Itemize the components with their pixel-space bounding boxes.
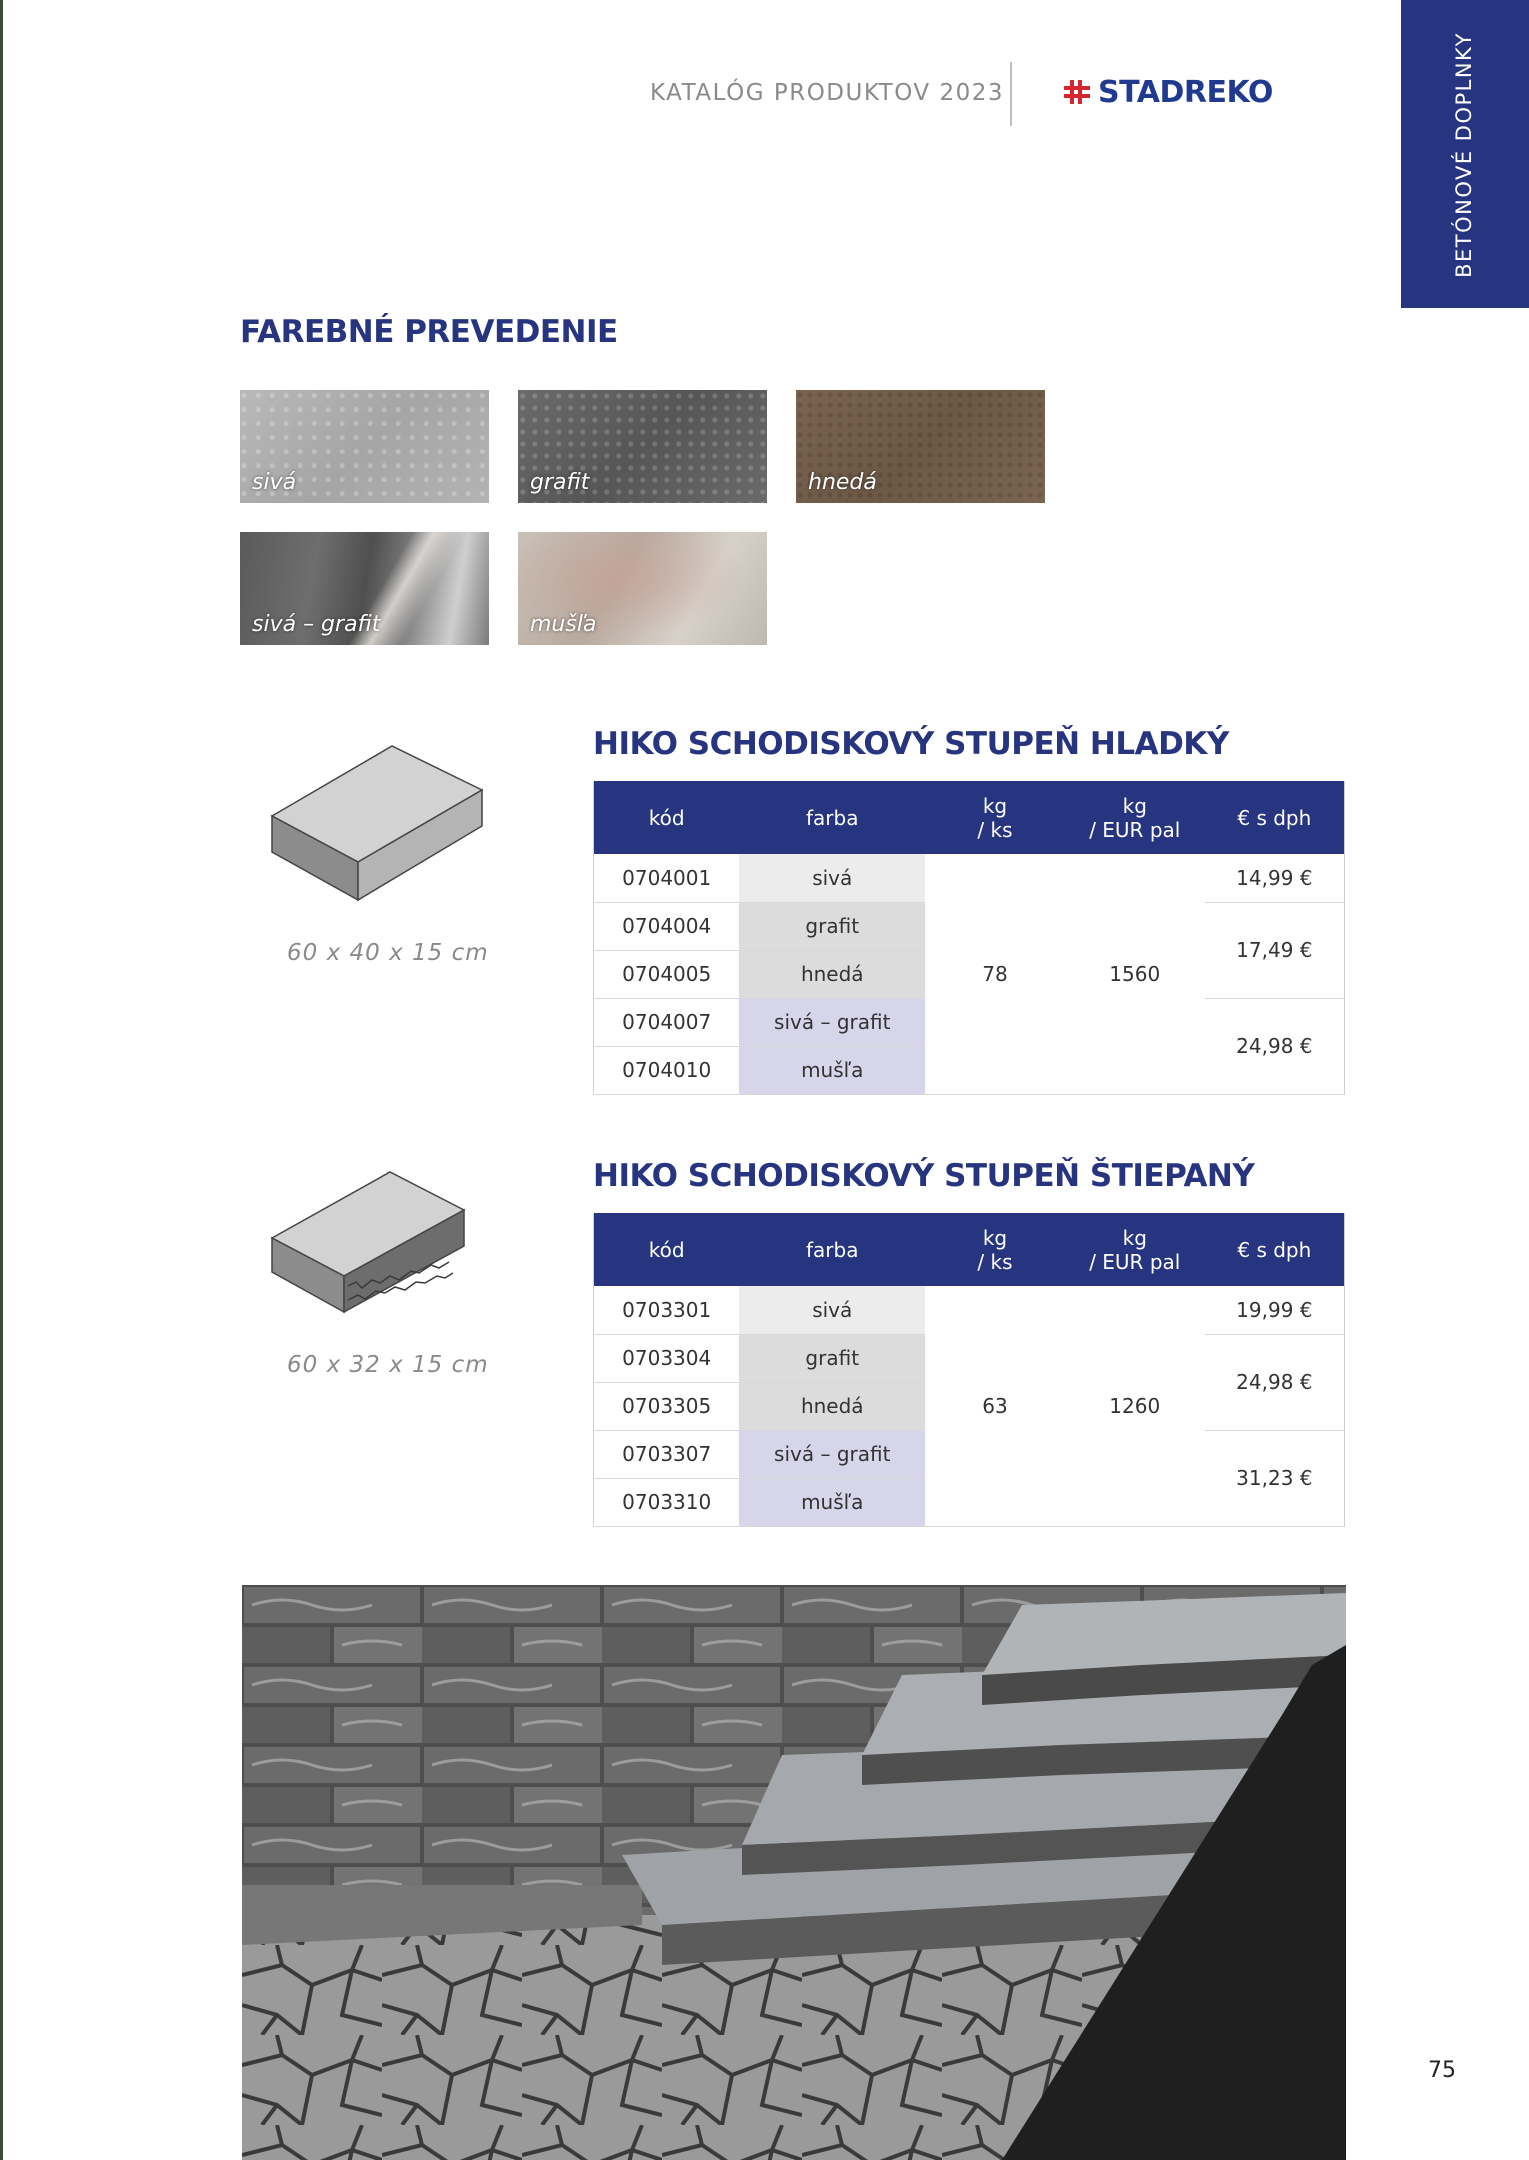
cell-price: 14,99 €: [1205, 854, 1345, 902]
cell-kg-pal: 1560: [1065, 854, 1205, 1094]
header-line: / EUR pal: [1089, 1249, 1181, 1274]
col-header-kg-ks: [925, 781, 1065, 854]
cell-color: sivá: [739, 1286, 925, 1334]
product-heading: HIKO SCHODISKOVÝ STUPEŇ ŠTIEPANÝ: [593, 1158, 1255, 1194]
page-number: 75: [1428, 2058, 1456, 2083]
cell-color: mušľa: [739, 1046, 925, 1094]
cell-color: sivá: [739, 854, 925, 902]
col-header-farba: farba: [739, 1213, 925, 1286]
cell-code: 0703310: [594, 1478, 740, 1526]
cell-kg-ks: 63: [925, 1286, 1065, 1526]
cell-color: grafit: [739, 902, 925, 950]
cell-code: 0703305: [594, 1382, 740, 1430]
header-line: / EUR pal: [1089, 817, 1181, 842]
logo-mark-icon: [1062, 78, 1096, 106]
swatch-hneda: [796, 390, 1045, 503]
table-row: [594, 1286, 1345, 1334]
cell-kg-ks: 78: [925, 854, 1065, 1094]
col-header-kod: kód: [594, 1213, 740, 1286]
header-line: kg: [982, 1225, 1008, 1250]
smooth-step-illustration: [268, 740, 488, 908]
cell-price: 31,23 €: [1205, 1430, 1345, 1526]
cell-code: 0703301: [594, 1286, 740, 1334]
col-header-price: € s dph: [1205, 1213, 1345, 1286]
page-left-edge: [0, 0, 3, 2160]
cell-color: hnedá: [739, 1382, 925, 1430]
col-header-kod: kód: [594, 781, 740, 854]
cell-kg-pal: 1260: [1065, 1286, 1205, 1526]
cell-price: 24,98 €: [1205, 1334, 1345, 1430]
cell-color: grafit: [739, 1334, 925, 1382]
swatch-label: hnedá: [808, 470, 877, 495]
swatch-siva: [240, 390, 489, 503]
cell-code: 0704010: [594, 1046, 740, 1094]
swatch-siva-grafit: [240, 532, 489, 645]
cell-code: 0703307: [594, 1430, 740, 1478]
spec-table-split: [593, 1213, 1345, 1527]
logo-text: STADREKO: [1098, 74, 1273, 110]
cell-code: 0704004: [594, 902, 740, 950]
table-header-row: [594, 1213, 1345, 1286]
side-tab-label: BETÓNOVÉ DOPLNKY: [1452, 32, 1476, 278]
swatch-musla: [518, 532, 767, 645]
cell-color: mušľa: [739, 1478, 925, 1526]
split-step-illustration: [268, 1168, 468, 1318]
catalog-title: KATALÓG PRODUKTOV 2023: [650, 80, 1004, 106]
cell-color: hnedá: [739, 950, 925, 998]
header-line: kg: [1122, 1225, 1147, 1250]
cell-price: 24,98 €: [1205, 998, 1345, 1094]
swatch-label: mušľa: [530, 612, 597, 637]
cell-color: sivá – grafit: [739, 1430, 925, 1478]
cell-code: 0703304: [594, 1334, 740, 1382]
product-dimensions: 60 x 40 x 15 cm: [287, 940, 489, 966]
col-header-kg-pal: [1065, 781, 1205, 854]
stairs-photo: [242, 1585, 1346, 2160]
cell-code: 0704001: [594, 854, 740, 902]
header-line: kg: [982, 793, 1008, 818]
table-row: [594, 854, 1345, 902]
product-heading: HIKO SCHODISKOVÝ STUPEŇ HLADKÝ: [593, 726, 1229, 762]
col-header-kg-ks: [925, 1213, 1065, 1286]
product-dimensions: 60 x 32 x 15 cm: [287, 1352, 489, 1378]
cell-code: 0704007: [594, 998, 740, 1046]
header-line: / ks: [977, 817, 1013, 842]
swatch-label: sivá – grafit: [252, 612, 381, 637]
col-header-price: € s dph: [1205, 781, 1345, 854]
cell-color: sivá – grafit: [739, 998, 925, 1046]
swatch-label: sivá: [252, 470, 297, 495]
colors-heading: FAREBNÉ PREVEDENIE: [240, 314, 618, 350]
cell-code: 0704005: [594, 950, 740, 998]
col-header-farba: farba: [739, 781, 925, 854]
header-divider: [1010, 62, 1012, 126]
cell-price: 19,99 €: [1205, 1286, 1345, 1334]
table-header-row: [594, 781, 1345, 854]
header-line: / ks: [977, 1249, 1013, 1274]
cell-price: 17,49 €: [1205, 902, 1345, 998]
swatch-grafit: [518, 390, 767, 503]
swatch-label: grafit: [530, 470, 590, 495]
stadreko-logo: [1062, 74, 1273, 110]
spec-table-smooth: [593, 781, 1345, 1095]
col-header-kg-pal: [1065, 1213, 1205, 1286]
header-line: kg: [1122, 793, 1147, 818]
